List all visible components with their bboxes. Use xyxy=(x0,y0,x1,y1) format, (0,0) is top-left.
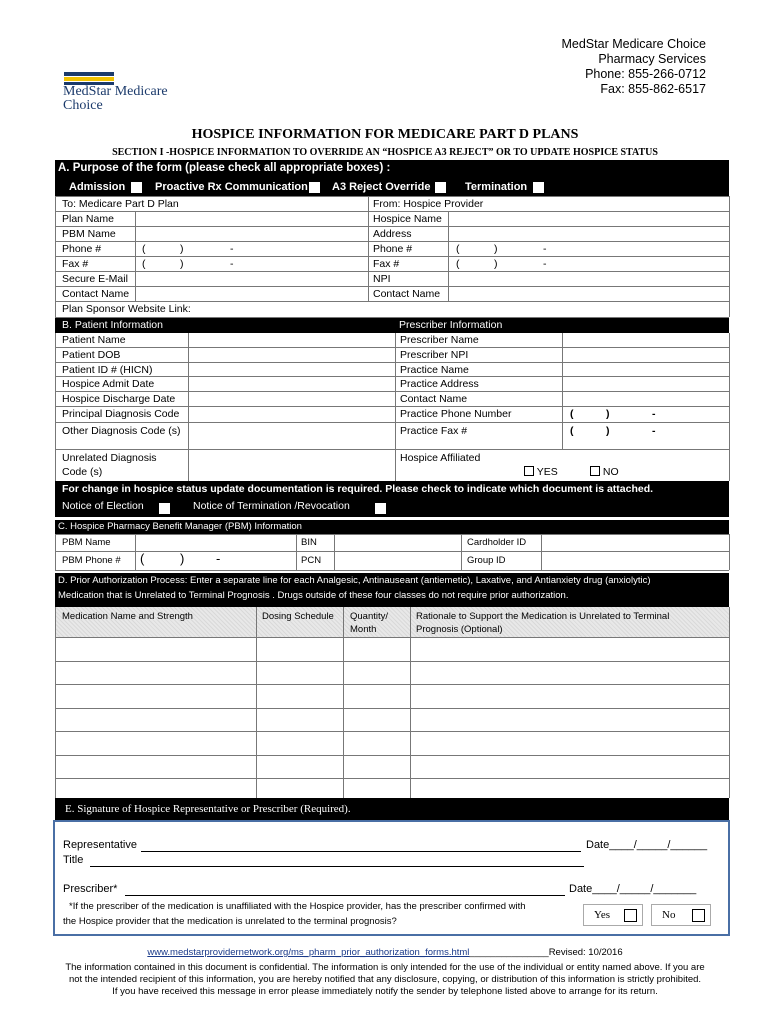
representative-label: Representative xyxy=(63,839,137,851)
confidentiality-line-2: not the intended recipient of this information, you are hereby notified that any disclosure, copying, or distribution of this information is strictly prohibited. xyxy=(68,974,702,985)
unaffiliated-note: *If the prescriber of the medication is unaffiliated with the Hospice provider, has the prescriber confirmed with xyxy=(69,901,526,912)
affiliated-no xyxy=(590,465,619,480)
option-proactive-label: Proactive Rx Communication xyxy=(155,181,308,193)
other-diagnosis-label: Other Diagnosis Code (s) xyxy=(62,425,181,437)
practice-phone-paren-close: ) xyxy=(606,408,610,420)
unrelated-diagnosis-label: Unrelated Diagnosis xyxy=(62,452,157,464)
plan-name-label: Plan Name xyxy=(62,213,114,225)
affiliated-yes-label: YES xyxy=(536,466,558,478)
status-update-note: For change in hospice status update documentation is required. Please check to indicate which document is attached. xyxy=(62,483,654,495)
status-update-band xyxy=(55,481,729,517)
logo-line-2: Choice xyxy=(63,98,103,113)
pbm-name-label: PBM Name xyxy=(62,228,116,240)
section-c-heading: C. Hospice Pharmacy Benefit Manager (PBM) Information xyxy=(58,521,302,532)
plan-fax-paren-open: ( xyxy=(142,258,146,270)
practice-phone-label: Practice Phone Number xyxy=(400,408,512,420)
logo-line-1: MedStar Medicare xyxy=(63,84,168,99)
prescriber-contact-label: Contact Name xyxy=(400,393,468,405)
admit-date-label: Hospice Admit Date xyxy=(62,378,155,390)
pbm-phone-dash: - xyxy=(216,551,221,566)
plan-phone-label: Phone # xyxy=(62,243,102,255)
pbm-phone-paren-open: ( xyxy=(140,551,145,566)
discharge-date-label: Hospice Discharge Date xyxy=(62,393,176,405)
col-rationale-2: Prognosis (Optional) xyxy=(416,624,503,635)
hospice-fax-dash: - xyxy=(543,258,547,270)
from-header: From: Hospice Provider xyxy=(373,198,484,210)
plan-fax-paren-close: ) xyxy=(180,258,184,270)
practice-name-label: Practice Name xyxy=(400,364,469,376)
rep-date[interactable]: Date____/_____/______ xyxy=(586,839,708,851)
confidentiality-line-1: The information contained in this document is confidential. The information is only intended for the use of the individual or entity named above. If you are xyxy=(65,962,705,973)
section-d-heading: D. Prior Authorization Process: Enter a separate line for each Analgesic, Antinauseant (antiemetic), Laxative, and Antianxiety drug (anxiolytic) xyxy=(58,575,651,586)
col-medication: Medication Name and Strength xyxy=(62,611,193,622)
contact-block xyxy=(561,37,706,97)
plan-phone-dash: - xyxy=(230,243,234,255)
confirm-yes-checkbox[interactable] xyxy=(624,909,637,922)
patient-name-label: Patient Name xyxy=(62,334,126,346)
section-c-heading-band xyxy=(55,520,729,534)
confirm-no-checkbox[interactable] xyxy=(692,909,705,922)
plan-phone-paren-open: ( xyxy=(142,243,146,255)
logo xyxy=(63,85,168,113)
hospice-phone-paren-open: ( xyxy=(456,243,460,255)
proactive-checkbox[interactable] xyxy=(309,182,320,193)
section-e-heading-band xyxy=(55,798,729,820)
notice-election-label: Notice of Election xyxy=(62,500,144,512)
prescriber-line[interactable] xyxy=(125,895,565,896)
website-link-label: Plan Sponsor Website Link: xyxy=(62,303,191,315)
patient-id-label: Patient ID # (HICN) xyxy=(62,364,153,376)
contact-dept: Pharmacy Services xyxy=(598,52,706,66)
practice-fax-paren-close: ) xyxy=(606,425,610,437)
pbm-phone-paren-close: ) xyxy=(180,551,185,566)
unrelated-diagnosis-label-2: Code (s) xyxy=(62,466,103,478)
unaffiliated-note-2: the Hospice provider that the medication is unrelated to the terminal prognosis? xyxy=(63,916,397,927)
a3-override-checkbox[interactable] xyxy=(435,182,446,193)
col-rationale: Rationale to Support the Medication is Unrelated to Terminal xyxy=(416,611,670,622)
patient-dob-label: Patient DOB xyxy=(62,349,121,361)
prescriber-label: Prescriber* xyxy=(63,883,118,895)
affiliated-yes xyxy=(524,465,558,480)
logo-mark xyxy=(64,72,114,76)
section-d-note: Medication that is Unrelated to Terminal Prognosis . Drugs outside of these four classes do not require prior authorization. xyxy=(58,590,569,601)
bin-label: BIN xyxy=(301,537,317,548)
practice-phone-dash: - xyxy=(652,408,656,420)
hospice-fax-paren-close: ) xyxy=(494,258,498,270)
title-label: Title xyxy=(63,854,84,866)
hospice-pbm-name-label: PBM Name xyxy=(62,537,111,548)
page-title: HOSPICE INFORMATION FOR MEDICARE PART D PLANS xyxy=(191,127,579,142)
purpose-options-band xyxy=(55,178,729,196)
practice-address-label: Practice Address xyxy=(400,378,479,390)
confidentiality-line-3: If you have received this message in error please immediately notify the sender by telephone listed above to arrange for its return. xyxy=(112,986,658,997)
contact-phone: Phone: 855-266-0712 xyxy=(585,67,706,81)
hospice-address-label: Address xyxy=(373,228,412,240)
prescriber-npi-label: Prescriber NPI xyxy=(400,349,469,361)
termination-checkbox[interactable] xyxy=(533,182,544,193)
practice-phone-paren-open: ( xyxy=(570,408,574,420)
secure-email-label: Secure E-Mail xyxy=(62,273,128,285)
hospice-name-label: Hospice Name xyxy=(373,213,442,225)
affiliated-yes-checkbox[interactable] xyxy=(524,466,534,476)
hospice-contact-label: Contact Name xyxy=(373,288,441,300)
prescriber-date-label: Date xyxy=(569,883,593,895)
col-quantity: Quantity/ xyxy=(350,611,389,622)
contact-org: MedStar Medicare Choice xyxy=(561,37,706,51)
plan-fax-dash: - xyxy=(230,258,234,270)
confirm-yes-option xyxy=(583,904,643,926)
admission-checkbox[interactable] xyxy=(131,182,142,193)
title-line[interactable] xyxy=(90,866,584,867)
plan-fax-label: Fax # xyxy=(62,258,89,270)
footer-link-row: www.medstarprovidernetwork.org/ms_pharm_prior_authorization_forms.html_______________Revised: 10/2016 xyxy=(147,947,623,958)
section-a-heading-band xyxy=(55,160,729,178)
option-admission-label: Admission xyxy=(69,181,126,193)
prescriber-info-heading: Prescriber Information xyxy=(399,319,503,331)
signature-box xyxy=(53,820,730,936)
section-e-heading: E. Signature of Hospice Representative or Prescriber (Required). xyxy=(65,803,351,815)
affiliated-no-checkbox[interactable] xyxy=(590,466,600,476)
hospice-npi-label: NPI xyxy=(373,273,391,285)
confirm-yes-label: Yes xyxy=(594,909,611,921)
group-id-label: Group ID xyxy=(467,555,506,566)
plan-phone-paren-close: ) xyxy=(180,243,184,255)
section-a-heading: A. Purpose of the form (please check all appropriate boxes) : xyxy=(58,162,391,174)
confirm-no-option xyxy=(651,904,711,926)
hospice-phone-label: Phone # xyxy=(373,243,413,255)
election-checkbox[interactable] xyxy=(159,503,170,514)
prescriber-date[interactable]: Date____/_____/_______ xyxy=(569,883,697,895)
practice-fax-paren-open: ( xyxy=(570,425,574,437)
hospice-pbm-phone-label: PBM Phone # xyxy=(62,555,121,566)
cardholder-id-label: Cardholder ID xyxy=(467,537,527,548)
representative-line[interactable] xyxy=(141,851,581,852)
practice-fax-label: Practice Fax # xyxy=(400,425,468,437)
hospice-fax-label: Fax # xyxy=(373,258,400,270)
logo-mark-gold xyxy=(64,77,114,81)
patient-info-heading: B. Patient Information xyxy=(62,319,163,331)
hospice-phone-paren-close: ) xyxy=(494,243,498,255)
contact-fax: Fax: 855-862-6517 xyxy=(600,82,706,96)
to-header: To: Medicare Part D Plan xyxy=(62,198,179,210)
col-quantity-2: Month xyxy=(350,624,377,635)
notice-termination-label: Notice of Termination /Revocation xyxy=(193,500,350,512)
section-b-heading-band xyxy=(55,318,729,333)
footer-url-link[interactable]: www.medstarprovidernetwork.org/ms_pharm_prior_authorization_forms.html xyxy=(147,947,470,958)
confirm-no-label: No xyxy=(662,909,676,921)
hospice-phone-dash: - xyxy=(543,243,547,255)
hospice-fax-paren-open: ( xyxy=(456,258,460,270)
pcn-label: PCN xyxy=(301,555,322,566)
prescriber-name-label: Prescriber Name xyxy=(400,334,479,346)
termination-notice-checkbox[interactable] xyxy=(375,503,386,514)
principal-diagnosis-label: Principal Diagnosis Code xyxy=(62,408,180,420)
page-subtitle: SECTION I -HOSPICE INFORMATION TO OVERRIDE AN “HOSPICE A3 REJECT” OR TO UPDATE HOSPICE STATUS xyxy=(112,147,658,158)
affiliated-no-label: NO xyxy=(602,466,619,478)
option-termination-label: Termination xyxy=(465,181,528,193)
hospice-affiliated-label: Hospice Affiliated xyxy=(400,452,481,464)
revised-date: Revised: 10/2016 xyxy=(548,947,623,958)
plan-contact-label: Contact Name xyxy=(62,288,130,300)
practice-fax-dash: - xyxy=(652,425,656,437)
option-a3-label: A3 Reject Override xyxy=(332,181,431,193)
col-dosing: Dosing Schedule xyxy=(262,611,334,622)
section-d-heading-band xyxy=(55,573,729,607)
rep-date-label: Date xyxy=(586,839,610,851)
